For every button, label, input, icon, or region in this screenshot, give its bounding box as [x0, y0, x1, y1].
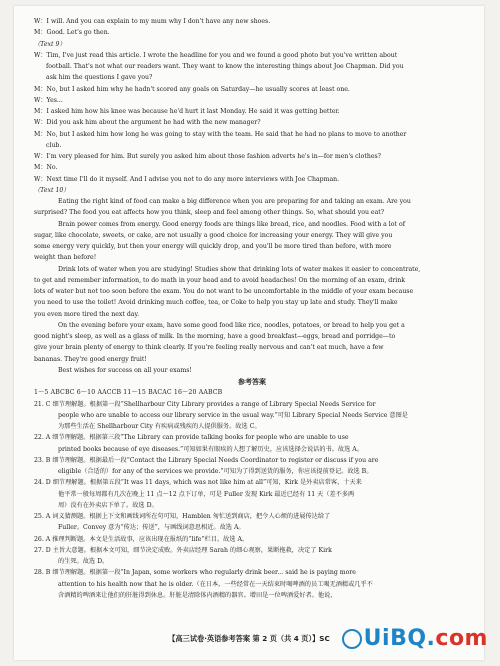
text-line: W：Yes...	[34, 96, 63, 104]
document-page	[14, 6, 484, 660]
text-line: give your brain plenty of energy to think clearly. If you're feeling really nervous and can't eat much, have a few	[34, 344, 384, 352]
text-line: 的生死。故选 D。	[58, 558, 109, 565]
text-line: 含酒精的啤酒来让他们的肝脏得到休息。肝脏是清除体内酒精的器官。增田是一位啤酒爱好者。他说，	[58, 591, 337, 599]
text-line: 24. D 细节理解题。根据第五段“It was 11 days, which was not like him at all”可知，Kirk 是外卖店常客，十天来	[34, 479, 362, 487]
text-line: 22. A 细节理解题。根据第三段“The Library can provide talking books for people who are unable to use	[34, 434, 349, 442]
text-line: eligible（合适的）for any of the services we provide.”可知为了得到送货的服务，你应该提前登记。故选 B。	[58, 468, 373, 475]
text-line: W：Next time I'll do it myself. And I advise you not to do any more interviews with Joe Chapman.	[34, 175, 340, 183]
text-line: you need to use the toilet! Avoid drinking much coffee, tea, or Coke to help you stay up late and study. They'll make	[34, 299, 398, 307]
footer-text: 【高三试卷·英语参考答案 第 2 页（共 4 页）】	[168, 634, 320, 643]
text-line: 1～5 ABCBC 6～10 AACCB 11～15 BACAC 16～20 AABCB	[34, 389, 223, 397]
text-line: 参考答案	[238, 377, 266, 386]
text-line: you even more tired the next day.	[34, 310, 140, 318]
text-line: to get and remember information, to do math in your head and to avoid headaches! On the morning of an exam, drink	[34, 276, 405, 284]
watermark-middle: iBQ.	[382, 626, 436, 651]
text-line: 23. B 细节理解题。根据最后一段“Contact the Library Special Needs Coordinator to register or discuss if you are	[34, 456, 379, 464]
footer-code: SC	[319, 634, 330, 643]
text-line: 21. C 细节理解题。根据第一段“Shellharbour City Library provides a range of Library Special Needs Service for	[34, 400, 376, 408]
text-line: Drink lots of water when you are studying! Studies show that drinking lots of water makes it easier to concentrate,	[58, 265, 421, 273]
text-line: M：No, but I asked him how long he was going to stay with the team. He said that he had no plans to move to another	[34, 130, 407, 138]
text-line: ask him the questions I gave you?	[46, 74, 153, 82]
text-line: some energy very quickly, but then your energy will quickly drop, and you'll be more tired than before, with more	[34, 243, 392, 250]
text-line: W：I'm very pleased for him. But surely you asked him about those fashion adverts he's in—for men's clothes?	[34, 153, 381, 160]
watermark-suffix: com	[435, 626, 488, 651]
text-line: football. That's not what our readers want. They want to know the interesting things about Joe Chapman. Did you	[46, 63, 404, 70]
text-line: W：I will. And you can explain to my mum why I don't have any new shoes.	[34, 18, 271, 25]
text-line: （Text 10）	[34, 186, 70, 194]
text-line: 他平常一般每周都有几次在晚上 11 点～12 点下订单，可是 Fuller 发现 Kirk 最近已经有 11 天（差不多两	[58, 490, 355, 498]
text-line: printed books because of eye diseases.”可知如果有眼疾的人想了解历史，应该选择会说话的书。故选 A。	[58, 445, 363, 453]
text-line: M：I asked him how his knee was because he'd hurt it last Monday. He said it was getting better.	[34, 108, 340, 115]
text-line: Brain power comes from energy. Good energy foods are things like bread, rice, and noodles. Food with a lot of	[58, 220, 405, 228]
text-line: people who are unable to access our library service in the usual way.”可知 Library Special Needs Service 意图是	[58, 411, 408, 419]
text-line: 25. A 词义猜测题。根据上下文和画线词所在句可知，Hamblen 匆忙送到商店，把令人心烦的进展传达给了	[34, 513, 331, 520]
text-line: club.	[46, 141, 62, 149]
text-line: 周）没有在外卖店下单了。故选 D。	[58, 501, 158, 509]
text-line: sugar, like chocolate, sweets, or cake, are not usually a good choice for increasing your energy. They will give you	[34, 231, 393, 239]
text-line: good night's sleep, as well as a glass of milk. In the morning, have a good breakfast—eggs, bread and porridge—to	[34, 333, 396, 340]
text-line: Eating the right kind of food can make a big difference when you are preparing for and taking an exam. Are you	[58, 198, 411, 205]
text-line: Fuller。Convey 意为“传达；传送”，与画线词意思相近。故选 A。	[58, 524, 245, 532]
text-line: M：No.	[34, 164, 58, 172]
text-line: lots of water but not too soon before the exam. You do not want to be uncomfortable in the middle of your exam because	[34, 288, 414, 295]
text-line: M：No, but I asked him why he hadn't scored any goals on Saturday—he usually scores at least one.	[34, 85, 350, 93]
text-line: 26. A 推理判断题。本文是生活故事，应该出现在报纸的“life”栏目。故选 A。	[34, 535, 249, 543]
text-line: On the evening before your exam, have some good food like rice, noodles, potatoes, or bread to help you get a	[58, 321, 405, 329]
text-line: attention to his health now that he is older.（在日本，一些经常在一天结束时喝啤酒的员工喝无酒精或几乎不	[58, 580, 373, 588]
text-line: M：Good. Let's go then.	[34, 29, 110, 37]
text-line: Best wishes for success on all your exams!	[58, 366, 192, 374]
text-line: 27. D 主旨大意题。根据本文可知，细节决定成败。外卖店经理 Sarah 的细心观察，果断拖救，决定了 Kirk	[34, 546, 332, 554]
text-line: weight than before!	[34, 254, 97, 262]
document-body	[34, 16, 470, 601]
watermark-logo-icon	[342, 629, 362, 649]
text-line: W：Tim, I've just read this article. I wrote the headline for you and we found a good photo but you've written about	[34, 51, 398, 59]
text-line: （Text 9）	[34, 40, 66, 48]
text-line: bananas. They're good energy fruit!	[34, 355, 147, 363]
text-line: 为那些生活在 Shellharbour City 有疾病或残疾的人提供服务。故选 C。	[58, 423, 261, 430]
text-line: W：Did you ask him about the argument he had with the new manager?	[34, 119, 261, 127]
text-line: surprised? The food you eat affects how you think, sleep and feel among other things. So, what should you eat?	[34, 209, 385, 217]
watermark-prefix: U	[363, 626, 383, 651]
site-watermark	[342, 626, 488, 651]
text-line: 28. B 细节理解题。根据第一段“In Japan, some workers who regularly drink beer... said he is paying more	[34, 569, 356, 577]
